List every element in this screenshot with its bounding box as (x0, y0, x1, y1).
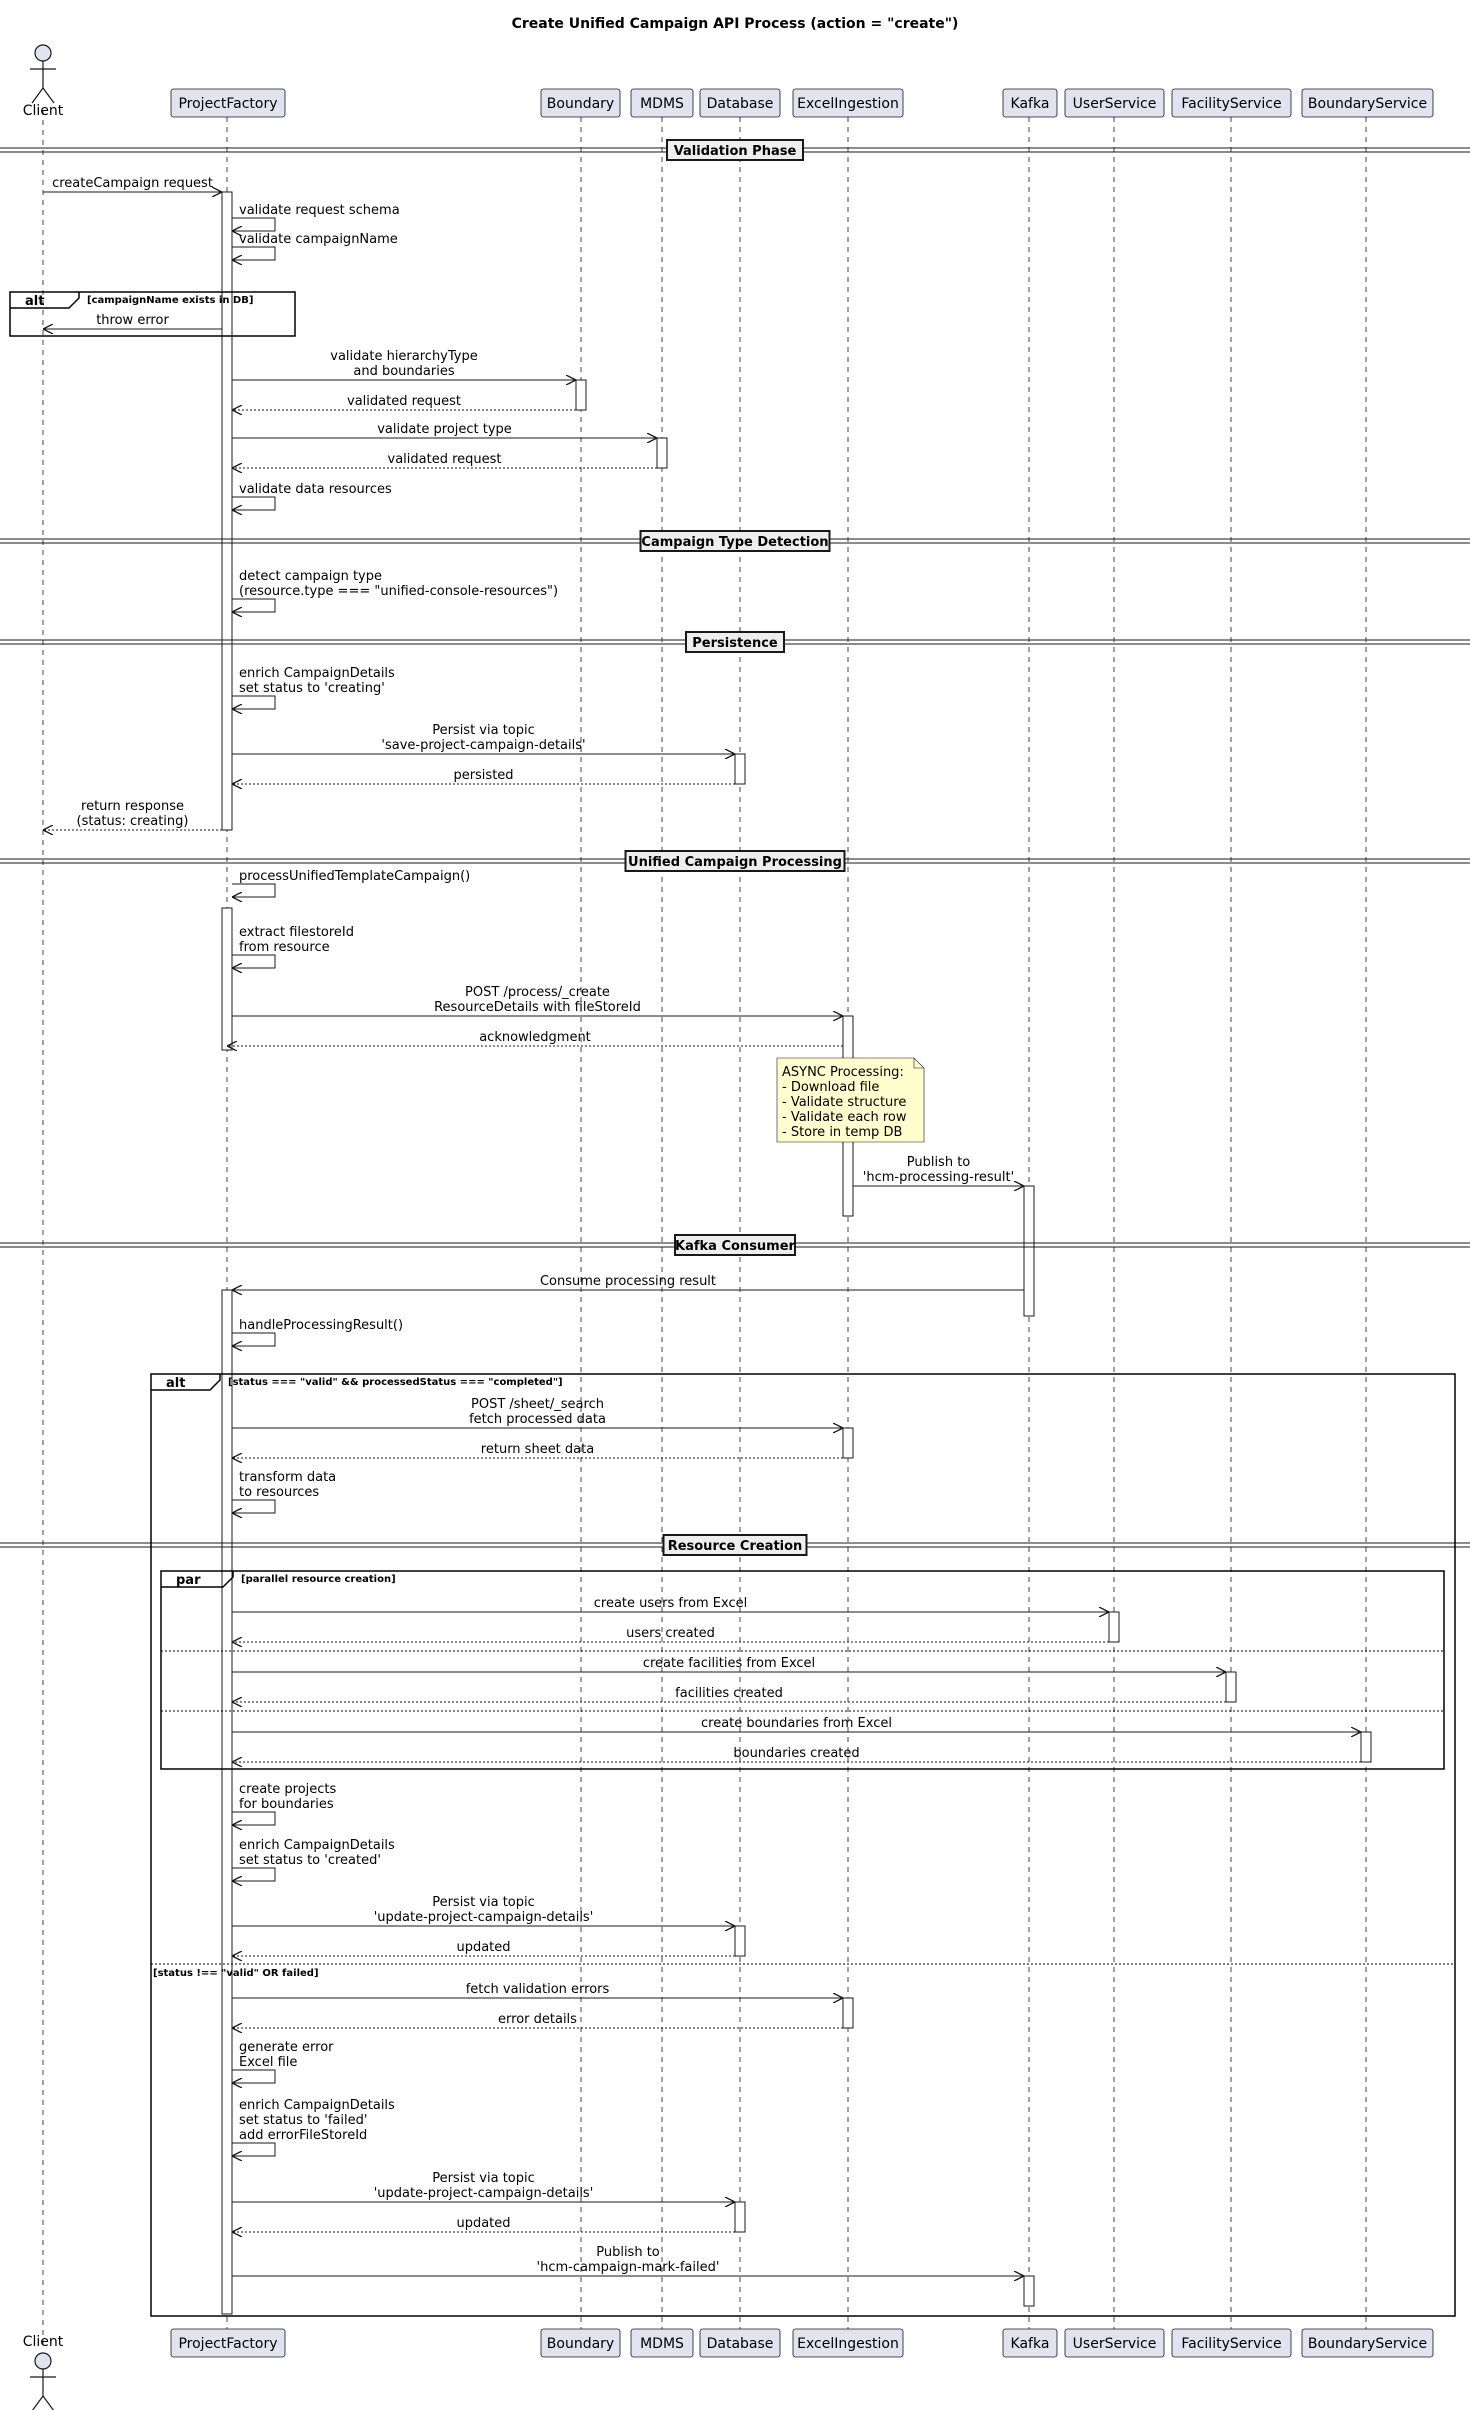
fragment-else-condition: [status !== "valid" OR failed] (153, 1968, 319, 1979)
message-label: 'update-project-campaign-details' (373, 2186, 594, 2201)
activation-bar (843, 1428, 853, 1458)
message-m7 (232, 422, 657, 438)
self-message-m3 (232, 232, 398, 260)
message-m14 (43, 799, 222, 830)
activation-bar (735, 2202, 745, 2232)
participant-boundary (541, 89, 620, 117)
actor-client (23, 45, 64, 119)
message-m23 (232, 1442, 843, 1458)
participant-facilityservice (1172, 2329, 1291, 2357)
fragment-condition: [campaignName exists in DB] (87, 295, 254, 306)
note-line: - Download file (782, 1080, 880, 1095)
message-label: 'hcm-processing-result' (862, 1170, 1015, 1185)
message-m17 (232, 985, 843, 1016)
message-m12 (232, 723, 735, 754)
message-label: to resources (239, 1485, 320, 1500)
participant-userservice (1065, 2329, 1164, 2357)
message-m1 (43, 176, 222, 192)
participant-facilityservice (1172, 89, 1291, 117)
participant-mdms (631, 2329, 693, 2357)
message-label: validated request (347, 394, 461, 409)
async-processing-note (777, 1058, 924, 1142)
message-label: POST /process/_create (465, 985, 610, 1000)
participant-label: Database (706, 96, 774, 112)
message-label: validated request (387, 452, 502, 467)
message-label: Persist via topic (432, 723, 535, 738)
message-label: 'save-project-campaign-details' (381, 738, 586, 753)
participant-label: BoundaryService (1307, 96, 1428, 112)
message-label: validate campaignName (239, 232, 398, 247)
separator-label: Resource Creation (667, 1539, 803, 1554)
message-m35 (232, 1982, 843, 1998)
fragment-keyword: par (176, 1573, 201, 1588)
message-m36 (232, 2012, 843, 2028)
self-message-m11 (232, 666, 395, 709)
participant-excelingestion (793, 89, 903, 117)
message-label: 'hcm-campaign-mark-failed' (536, 2260, 720, 2275)
message-label: for boundaries (239, 1797, 334, 1812)
activation-bar (1024, 1186, 1034, 1316)
activation-bar (657, 438, 667, 468)
self-message-m10 (232, 569, 558, 612)
message-label: validate request schema (239, 203, 400, 218)
message-label: validate data resources (239, 482, 392, 497)
message-label: Excel file (239, 2055, 298, 2070)
participant-label: BoundaryService (1307, 2336, 1428, 2352)
participant-label: Boundary (546, 96, 615, 112)
participant-label: ExcelIngestion (797, 96, 899, 112)
activation-bar (735, 754, 745, 784)
message-label: (resource.type === "unified-console-resources") (239, 584, 559, 599)
participant-label: Client (22, 2334, 64, 2350)
self-message-m16 (232, 925, 354, 968)
separator-label: Campaign Type Detection (641, 535, 829, 550)
message-label: transform data (239, 1470, 337, 1485)
message-label: updated (456, 2216, 511, 2231)
separator-unified-campaign-processing (0, 851, 1470, 871)
self-message-m24 (232, 1470, 336, 1513)
message-label: set status to 'creating' (239, 681, 385, 696)
separator-label: Unified Campaign Processing (628, 855, 842, 870)
message-label: from resource (239, 940, 330, 955)
message-m8 (232, 452, 657, 468)
message-label: Publish to (596, 2245, 660, 2260)
fragment-condition: [parallel resource creation] (241, 1574, 396, 1585)
message-label: generate error (239, 2040, 334, 2055)
message-m26 (232, 1626, 1109, 1642)
separator-kafka-consumer (0, 1235, 1470, 1255)
participant-kafka (1003, 2329, 1057, 2357)
message-label: createCampaign request (52, 176, 213, 191)
separator-label: Kafka Consumer (675, 1239, 795, 1254)
self-message-m37 (232, 2040, 334, 2083)
message-label: enrich CampaignDetails (239, 666, 395, 681)
participant-label: ProjectFactory (178, 2336, 278, 2352)
separator-resource-creation (0, 1535, 1470, 1555)
message-label: persisted (453, 768, 514, 783)
activation-bar (222, 1290, 232, 2314)
participant-label: Kafka (1010, 96, 1050, 112)
activation-bar (1361, 1732, 1371, 1762)
message-label: (status: creating) (76, 814, 189, 829)
separator-label: Validation Phase (673, 144, 797, 159)
participant-label: Kafka (1010, 2336, 1050, 2352)
participant-boundaryservice (1302, 2329, 1433, 2357)
note-line: ASYNC Processing: (782, 1065, 904, 1080)
message-m30 (232, 1746, 1361, 1762)
message-m18 (227, 1030, 843, 1046)
message-label: return response (81, 799, 184, 814)
diagram-title: Create Unified Campaign API Process (action = "create") (511, 16, 959, 32)
separator-validation-phase (0, 140, 1470, 160)
message-label: 'update-project-campaign-details' (373, 1910, 594, 1925)
message-label: boundaries created (733, 1746, 860, 1761)
self-message-m21 (232, 1318, 403, 1346)
participant-projectfactory (171, 89, 285, 117)
message-m5 (232, 349, 576, 380)
message-label: ResourceDetails with fileStoreId (434, 1000, 641, 1015)
participant-label: Boundary (546, 2336, 615, 2352)
message-label: Persist via topic (432, 1895, 535, 1910)
participant-userservice (1065, 89, 1164, 117)
message-label: fetch validation errors (465, 1982, 610, 1997)
activation-bar (222, 908, 232, 1050)
participant-label: Client (22, 103, 64, 119)
message-m22 (232, 1397, 843, 1428)
message-m4 (43, 313, 222, 329)
message-label: and boundaries (353, 364, 455, 379)
fragment-keyword: alt (25, 294, 45, 309)
message-label: extract filestoreId (239, 925, 355, 940)
participant-label: ProjectFactory (178, 96, 278, 112)
message-label: Publish to (906, 1155, 971, 1170)
self-message-m15 (232, 869, 470, 897)
participant-boundaryservice (1302, 89, 1433, 117)
message-label: Consume processing result (539, 1274, 717, 1289)
activation-bar (1024, 2276, 1034, 2306)
message-m19 (853, 1155, 1024, 1186)
activation-bar (1109, 1612, 1119, 1642)
participant-label: ExcelIngestion (797, 2336, 899, 2352)
participant-label: MDMS (640, 2336, 684, 2352)
message-label: processUnifiedTemplateCampaign() (239, 869, 471, 884)
separator-label: Persistence (692, 636, 778, 651)
self-message-m9 (232, 482, 392, 510)
message-m39 (232, 2171, 735, 2202)
message-m29 (232, 1716, 1361, 1732)
note-line: - Validate each row (782, 1110, 907, 1125)
participant-label: Database (706, 2336, 774, 2352)
participant-excelingestion (793, 2329, 903, 2357)
message-label: acknowledgment (479, 1030, 591, 1045)
message-label: fetch processed data (469, 1412, 606, 1427)
message-m13 (232, 768, 735, 784)
participant-kafka (1003, 89, 1057, 117)
actor-client (23, 2334, 64, 2410)
fragment-condition: [status === "valid" && processedStatus === "completed"] (228, 1377, 563, 1388)
message-m34 (232, 1940, 735, 1956)
separator-campaign-type-detection (0, 531, 1470, 551)
message-label: create projects (239, 1782, 337, 1797)
activation-bar (222, 192, 232, 830)
message-label: Persist via topic (432, 2171, 535, 2186)
message-m41 (232, 2245, 1024, 2276)
self-message-m38 (232, 2098, 395, 2156)
message-label: enrich CampaignDetails (239, 1838, 395, 1853)
self-message-m31 (232, 1782, 337, 1825)
note-line: - Validate structure (782, 1095, 907, 1110)
message-label: facilities created (675, 1686, 783, 1701)
message-label: handleProcessingResult() (239, 1318, 404, 1333)
message-label: create facilities from Excel (642, 1656, 816, 1671)
message-label: enrich CampaignDetails (239, 2098, 395, 2113)
message-m25 (232, 1596, 1109, 1612)
message-label: set status to 'failed' (239, 2113, 368, 2128)
message-m27 (232, 1656, 1226, 1672)
participant-label: FacilityService (1181, 2336, 1282, 2352)
participant-label: MDMS (640, 96, 684, 112)
participant-label: UserService (1072, 96, 1157, 112)
message-m33 (232, 1895, 735, 1926)
participant-label: UserService (1072, 2336, 1157, 2352)
fragment-keyword: alt (166, 1376, 186, 1391)
message-label: users created (626, 1626, 715, 1641)
message-label: validate hierarchyType (330, 349, 478, 364)
message-label: set status to 'created' (239, 1853, 381, 1868)
participant-database (700, 89, 780, 117)
message-label: add errorFileStoreId (239, 2128, 368, 2143)
message-label: throw error (96, 313, 169, 328)
participant-label: FacilityService (1181, 96, 1282, 112)
message-m28 (232, 1686, 1226, 1702)
message-label: detect campaign type (239, 569, 382, 584)
self-message-m32 (232, 1838, 395, 1881)
participant-mdms (631, 89, 693, 117)
message-label: create boundaries from Excel (701, 1716, 892, 1731)
message-m6 (232, 394, 576, 410)
message-label: updated (456, 1940, 511, 1955)
participant-boundary (541, 2329, 620, 2357)
message-m40 (232, 2216, 735, 2232)
participant-projectfactory (171, 2329, 285, 2357)
separator-persistence (0, 632, 1470, 652)
message-m20 (232, 1274, 1024, 1290)
participant-database (700, 2329, 780, 2357)
self-message-m2 (232, 203, 400, 231)
message-label: POST /sheet/_search (471, 1397, 604, 1412)
activation-bar (1226, 1672, 1236, 1702)
message-label: validate project type (377, 422, 512, 437)
activation-bar (735, 1926, 745, 1956)
activation-bar (843, 1998, 853, 2028)
message-label: error details (498, 2012, 577, 2027)
activation-bar (576, 380, 586, 410)
message-label: create users from Excel (593, 1596, 748, 1611)
note-line: - Store in temp DB (782, 1125, 903, 1140)
message-label: return sheet data (480, 1442, 595, 1457)
